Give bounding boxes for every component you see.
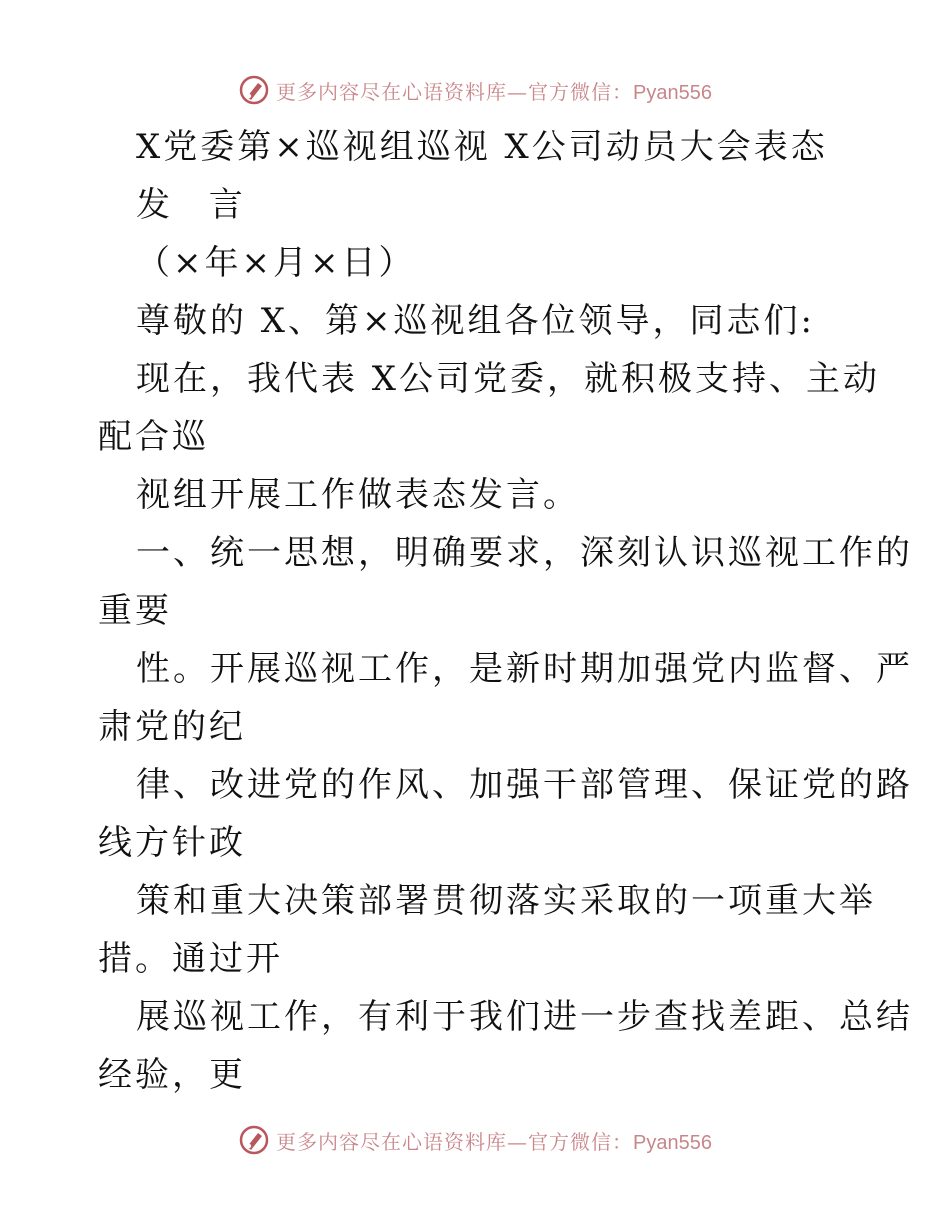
watermark-text bbox=[276, 76, 712, 105]
body-line: 现在，我代表 X公司党委，就积极支持、主动 bbox=[136, 359, 881, 399]
body-line: 律、改进党的作风、加强干部管理、保证党的路 bbox=[136, 765, 913, 805]
body-line: 肃党的纪 bbox=[98, 707, 246, 747]
watermark-handle: Pyan556 bbox=[633, 81, 712, 104]
body-line: 配合巡 bbox=[98, 417, 209, 457]
watermark-prefix: 更多内容尽在心语资料库—官方微信： bbox=[276, 79, 634, 104]
watermark-text bbox=[276, 1126, 712, 1155]
document-body bbox=[98, 118, 913, 1104]
document-date: （×年×月×日） bbox=[136, 243, 416, 283]
watermark-footer bbox=[0, 1120, 950, 1160]
body-line: 经验，更 bbox=[98, 1055, 246, 1095]
body-line: 一、统一思想，明确要求，深刻认识巡视工作的 bbox=[136, 533, 913, 573]
body-line: 重要 bbox=[98, 591, 172, 631]
pen-circle-logo-icon bbox=[238, 1124, 270, 1156]
document-paragraphs bbox=[98, 350, 913, 1104]
pen-circle-logo-icon bbox=[238, 74, 270, 106]
watermark-header bbox=[0, 70, 950, 110]
watermark-prefix: 更多内容尽在心语资料库—官方微信： bbox=[276, 1129, 634, 1154]
body-line: 展巡视工作，有利于我们进一步查找差距、总结 bbox=[136, 997, 913, 1037]
body-line: 策和重大决策部署贯彻落实采取的一项重大举 bbox=[136, 881, 876, 921]
watermark-handle: Pyan556 bbox=[633, 1131, 712, 1154]
document-title-line-2: 发 言 bbox=[136, 185, 257, 225]
document-title-line-1: X党委第×巡视组巡视 X公司动员大会表态 bbox=[136, 127, 828, 167]
document-salutation: 尊敬的 X、第×巡视组各位领导，同志们: bbox=[136, 301, 815, 341]
body-line: 措。通过开 bbox=[98, 939, 283, 979]
body-line: 视组开展工作做表态发言。 bbox=[136, 475, 580, 515]
body-line: 线方针政 bbox=[98, 823, 246, 863]
body-line: 性。开展巡视工作，是新时期加强党内监督、严 bbox=[136, 649, 913, 689]
